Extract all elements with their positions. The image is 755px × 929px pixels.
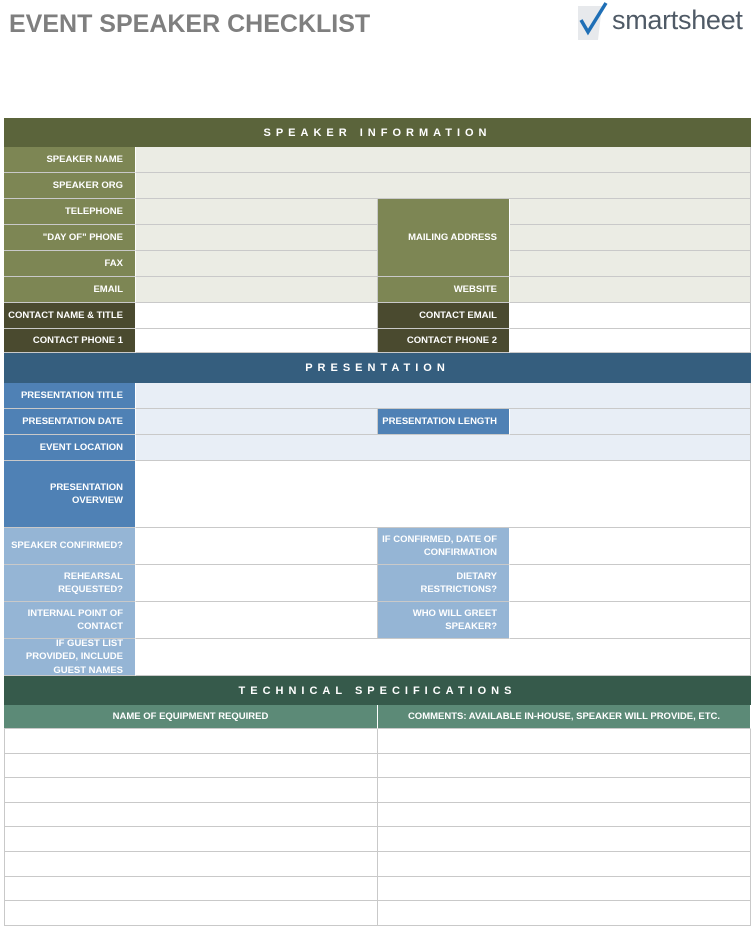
label-telephone: TELEPHONE	[4, 199, 136, 225]
label-who-will-greet-speaker	[378, 602, 510, 639]
field-presentation-length[interactable]	[510, 409, 751, 435]
equipment-cell[interactable]	[4, 852, 378, 877]
label-website: WEBSITE	[378, 277, 510, 303]
field-contact-phone-1[interactable]	[136, 329, 378, 353]
label-guest-list-text: IF GUEST LIST PROVIDED, INCLUDE GUEST NAMES	[25, 638, 123, 676]
equipment-cell[interactable]	[4, 901, 378, 926]
equipment-cell[interactable]	[4, 803, 378, 827]
field-date-of-confirmation[interactable]	[510, 528, 751, 565]
smartsheet-logo	[576, 2, 754, 42]
column-header-equipment: NAME OF EQUIPMENT REQUIRED	[4, 705, 378, 729]
field-speaker-org[interactable]	[136, 173, 751, 199]
label-presentation-title: PRESENTATION TITLE	[4, 383, 136, 409]
page-title: EVENT SPEAKER CHECKLIST	[9, 10, 371, 38]
field-contact-name-title[interactable]	[136, 303, 378, 329]
speaker-checklist-form	[4, 118, 751, 926]
equipment-cell[interactable]	[4, 754, 378, 778]
equipment-cell[interactable]	[4, 877, 378, 901]
label-contact-name-title: CONTACT NAME & TITLE	[4, 303, 136, 329]
label-presentation-overview	[4, 461, 136, 528]
label-event-location: EVENT LOCATION	[4, 435, 136, 461]
field-fax[interactable]	[136, 251, 378, 277]
field-dietary-restrictions[interactable]	[510, 565, 751, 602]
section-header-presentation: PRESENTATION	[4, 353, 751, 383]
label-internal-point-of-contact	[4, 602, 136, 639]
logo-text: smartsheet	[612, 5, 743, 35]
label-date-of-confirmation	[378, 528, 510, 565]
field-guest-list[interactable]	[136, 639, 751, 676]
field-internal-point-of-contact[interactable]	[136, 602, 378, 639]
field-who-will-greet-speaker[interactable]	[510, 602, 751, 639]
comments-cell[interactable]	[378, 729, 751, 754]
column-header-comments: COMMENTS: AVAILABLE IN-HOUSE, SPEAKER WILL PROVIDE, ETC.	[378, 705, 751, 729]
label-internal-point-of-contact-text: INTERNAL POINT OF CONTACT	[27, 607, 123, 632]
comments-cell[interactable]	[378, 901, 751, 926]
equipment-cell[interactable]	[4, 778, 378, 803]
field-email[interactable]	[136, 277, 378, 303]
equipment-cell[interactable]	[4, 729, 378, 754]
section-header-speaker-information: SPEAKER INFORMATION	[4, 118, 751, 147]
label-email: EMAIL	[4, 277, 136, 303]
label-presentation-overview-text: PRESENTATION OVERVIEW	[49, 481, 123, 506]
field-speaker-confirmed[interactable]	[136, 528, 378, 565]
label-rehearsal-requested: REHEARSAL REQUESTED?	[4, 565, 136, 602]
label-who-will-greet-speaker-text: WHO WILL GREET SPEAKER?	[412, 607, 497, 632]
comments-cell[interactable]	[378, 754, 751, 778]
label-mailing-address: MAILING ADDRESS	[378, 199, 510, 277]
comments-cell[interactable]	[378, 778, 751, 803]
field-contact-phone-2[interactable]	[510, 329, 751, 353]
equipment-cell[interactable]	[4, 827, 378, 852]
label-contact-email: CONTACT EMAIL	[378, 303, 510, 329]
label-date-of-confirmation-text: IF CONFIRMED, DATE OF CONFIRMATION	[382, 533, 497, 558]
comments-cell[interactable]	[378, 852, 751, 877]
field-event-location[interactable]	[136, 435, 751, 461]
label-guest-list	[4, 639, 136, 676]
field-presentation-date[interactable]	[136, 409, 378, 435]
field-mailing-address-1[interactable]	[510, 199, 751, 225]
comments-cell[interactable]	[378, 803, 751, 827]
field-day-of-phone[interactable]	[136, 225, 378, 251]
field-telephone[interactable]	[136, 199, 378, 225]
field-website[interactable]	[510, 277, 751, 303]
label-presentation-date: PRESENTATION DATE	[4, 409, 136, 435]
field-presentation-title[interactable]	[136, 383, 751, 409]
field-mailing-address-2[interactable]	[510, 225, 751, 251]
comments-cell[interactable]	[378, 877, 751, 901]
label-dietary-restrictions: DIETARY RESTRICTIONS?	[378, 565, 510, 602]
field-mailing-address-3[interactable]	[510, 251, 751, 277]
field-presentation-overview[interactable]	[136, 461, 751, 528]
label-speaker-name: SPEAKER NAME	[4, 147, 136, 173]
field-contact-email[interactable]	[510, 303, 751, 329]
label-day-of-phone: "DAY OF" PHONE	[4, 225, 136, 251]
checkmark-logo-icon	[576, 2, 610, 42]
label-fax: FAX	[4, 251, 136, 277]
label-contact-phone-2: CONTACT PHONE 2	[378, 329, 510, 353]
label-contact-phone-1: CONTACT PHONE 1	[4, 329, 136, 353]
label-presentation-length: PRESENTATION LENGTH	[378, 409, 510, 435]
field-rehearsal-requested[interactable]	[136, 565, 378, 602]
comments-cell[interactable]	[378, 827, 751, 852]
label-speaker-org: SPEAKER ORG	[4, 173, 136, 199]
label-speaker-confirmed: SPEAKER CONFIRMED?	[4, 528, 136, 565]
field-speaker-name[interactable]	[136, 147, 751, 173]
section-header-technical-specifications: TECHNICAL SPECIFICATIONS	[4, 676, 751, 705]
